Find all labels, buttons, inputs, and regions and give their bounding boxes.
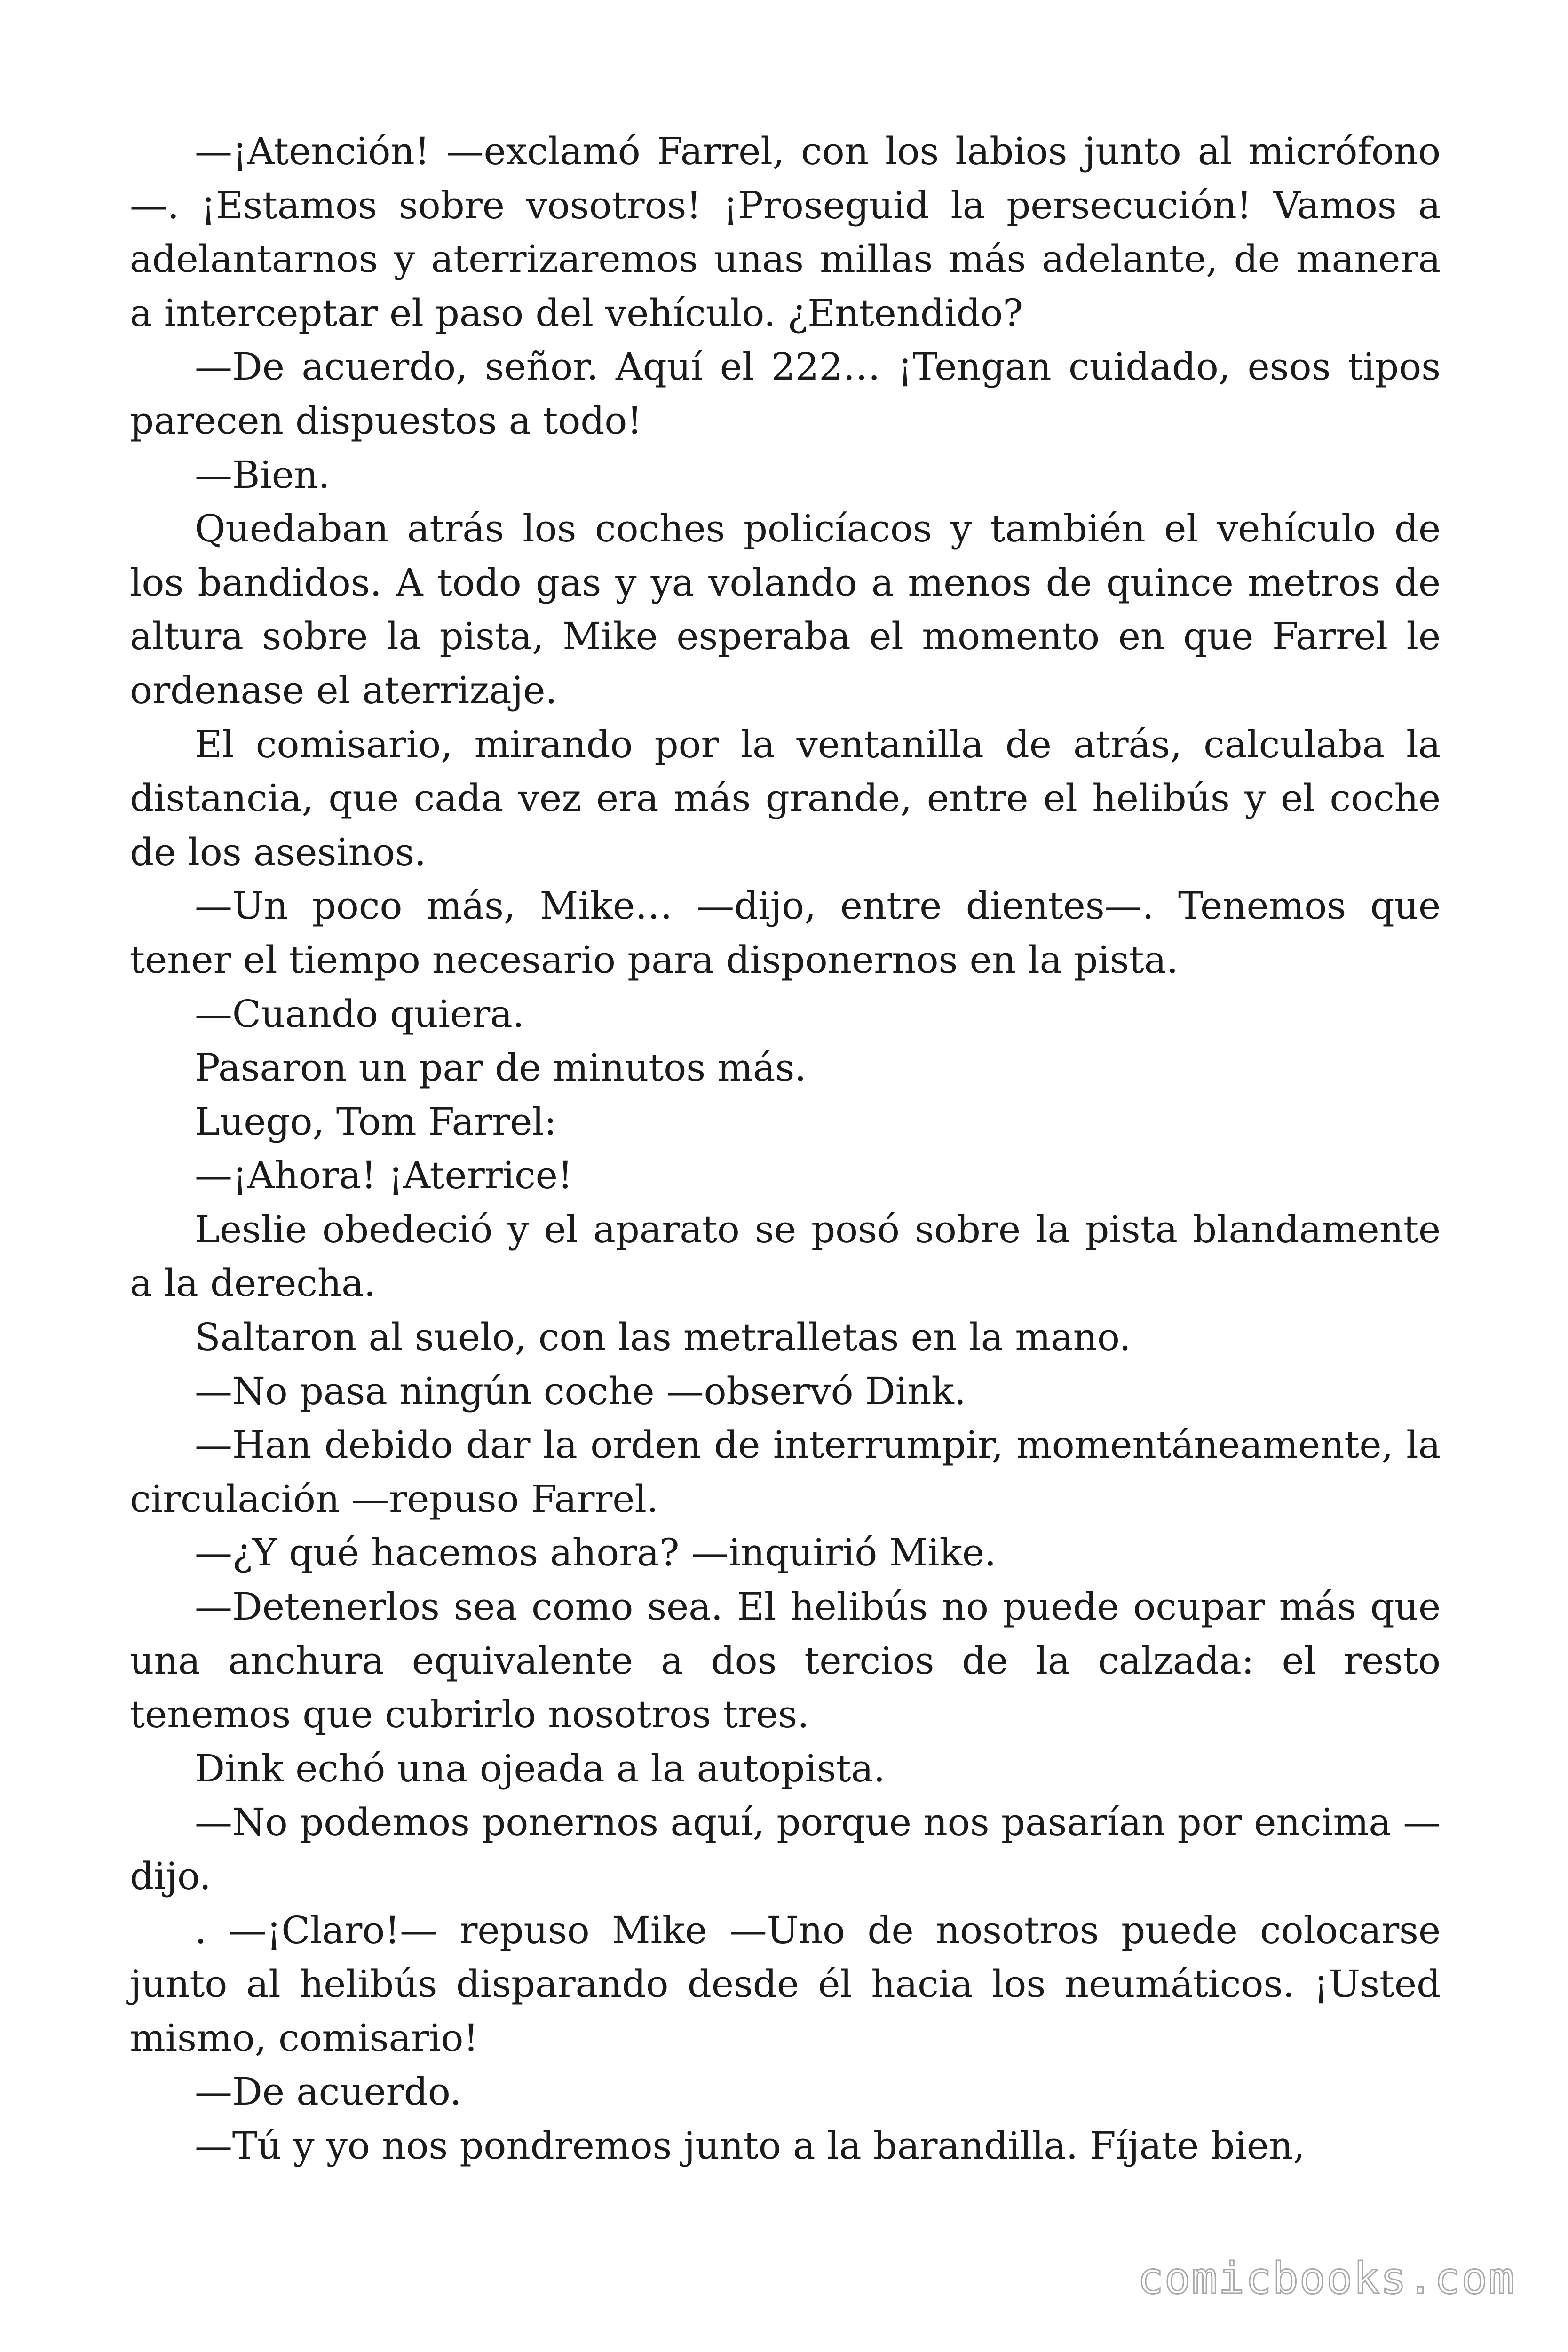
paragraph: —¡Ahora! ¡Aterrice!: [195, 1153, 573, 1198]
paragraph: —Un poco más, Mike… —dijo, entre dientes—. Tenemos que tener el tiempo necesario para disponernos en la pista.: [130, 884, 1441, 982]
paragraph: —Cuando quiera.: [195, 992, 524, 1036]
paragraph: Quedaban atrás los coches policíacos y también el vehículo de los bandidos. A todo gas y ya volando a menos de quince metros de altura sobre la pista, Mike esperaba el momento en que Farrel le ordenase el aterrizaje.: [130, 507, 1441, 712]
paragraph: —Tú y yo nos pondremos junto a la barandilla. Fíjate bien,: [195, 2123, 1305, 2168]
paragraph: —¡Atención! —exclamó Farrel, con los labios junto al micrófono —. ¡Estamos sobre vosotros! ¡Proseguid la persecución! Vamos a adelantarnos y aterrizaremos unas millas más adelante, de manera a interceptar el paso del vehículo. ¿Entendido?: [130, 129, 1441, 335]
paragraph: —Han debido dar la orden de interrumpir, momentáneamente, la circulación —repuso Farrel.: [130, 1423, 1441, 1521]
watermark: comicbooks.com: [1137, 2253, 1515, 2304]
paragraph: —De acuerdo.: [195, 2070, 462, 2114]
paragraph: . —¡Claro!— repuso Mike —Uno de nosotros puede colocarse junto al helibús disparando desde él hacia los neumáticos. ¡Usted mismo, comisario!: [130, 1908, 1441, 2060]
paragraph: —Detenerlos sea como sea. El helibús no puede ocupar más que una anchura equivalente a dos tercios de la calzada: el resto tenemos que cubrirlo nosotros tres.: [130, 1585, 1441, 1737]
paragraph: Leslie obedeció y el aparato se posó sobre la pista blandamente a la derecha.: [130, 1207, 1441, 1305]
paragraph: —¿Y qué hacemos ahora? —inquirió Mike.: [195, 1531, 997, 1575]
paragraph: —No podemos ponernos aquí, porque nos pasarían por encima —dijo.: [130, 1800, 1441, 1898]
paragraph: Saltaron al suelo, con las metralletas en la mano.: [195, 1315, 1131, 1359]
paragraph: Pasaron un par de minutos más.: [195, 1046, 807, 1090]
paragraph: —No pasa ningún coche —observó Dink.: [195, 1369, 966, 1413]
paragraph: —De acuerdo, señor. Aquí el 222… ¡Tengan cuidado, esos tipos parecen dispuestos a todo!: [130, 345, 1441, 443]
paragraph: Luego, Tom Farrel:: [195, 1099, 557, 1144]
paragraph: Dink echó una ojeada a la autopista.: [195, 1746, 886, 1790]
page-body: [130, 125, 1441, 2173]
paragraph: —Bien.: [195, 453, 330, 497]
paragraph: El comisario, mirando por la ventanilla de atrás, calculaba la distancia, que cada vez era más grande, entre el helibús y el coche de los asesinos.: [130, 722, 1441, 874]
